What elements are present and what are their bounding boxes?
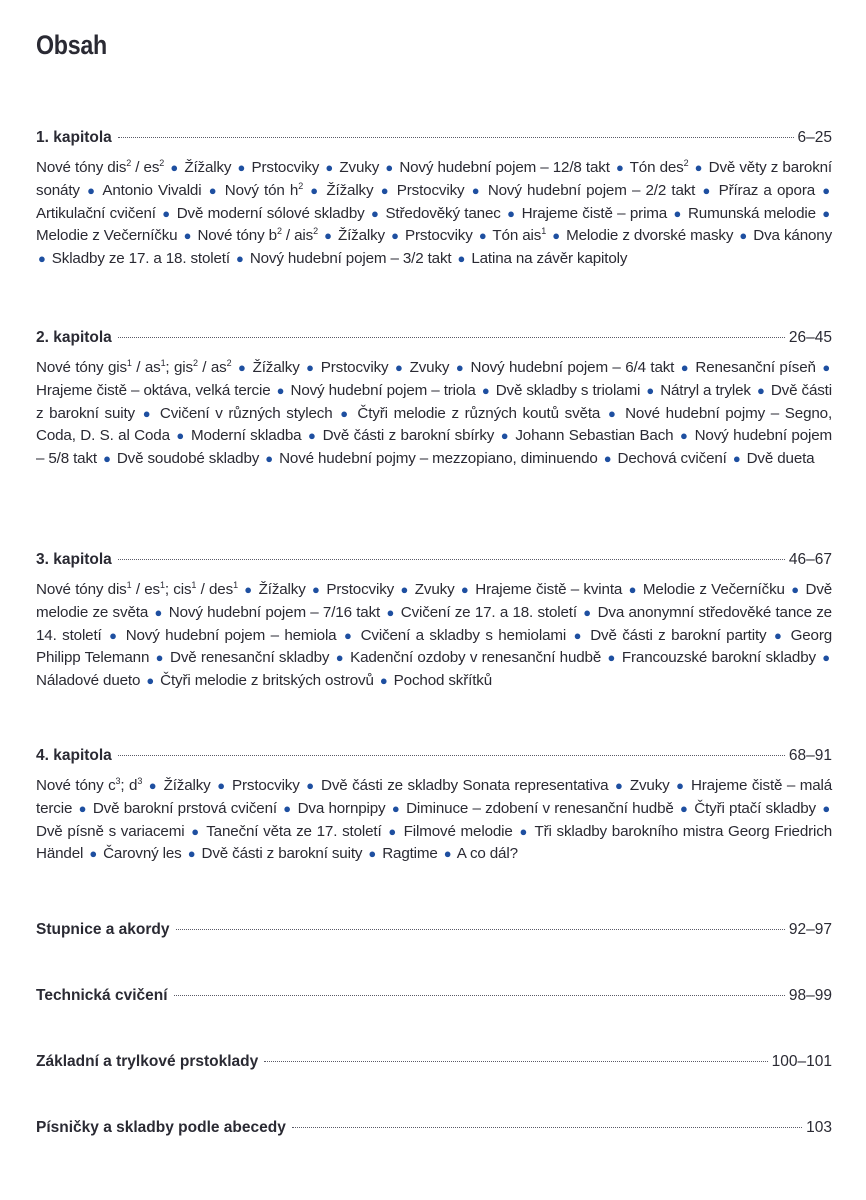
section-label: Technická cvičení <box>36 987 168 1004</box>
topic: Žížalky <box>184 159 232 176</box>
bullet-icon: ● <box>368 846 377 862</box>
bullet-icon: ● <box>603 451 612 467</box>
section-label: Písničky a skladby podle abecedy <box>36 1119 286 1136</box>
chapter-4 <box>36 746 832 866</box>
leader-dots <box>174 995 785 996</box>
page-title: Obsah <box>36 30 107 60</box>
bullet-icon: ● <box>312 582 321 597</box>
bullet-icon: ● <box>306 360 315 375</box>
topic: Melodie z Večerníčku <box>642 581 785 598</box>
bullet-icon: ● <box>680 360 689 375</box>
bullet-icon: ● <box>283 800 292 816</box>
topic: Cvičení ze 17. a 18. století <box>400 603 577 621</box>
bullet-icon: ● <box>183 228 192 244</box>
topic: Žížalky <box>252 359 300 376</box>
topic: Latina na závěr kapitoly <box>471 250 628 268</box>
section-entry-fingerings[interactable] <box>36 1052 832 1072</box>
bullet-icon: ● <box>306 778 315 793</box>
bullet-icon: ● <box>155 650 164 666</box>
topic: Prstocviky <box>251 159 320 176</box>
bullet-icon: ● <box>615 160 624 175</box>
topic: Prstocviky <box>231 777 300 794</box>
bullet-icon: ● <box>460 582 469 597</box>
bullet-icon: ● <box>310 182 320 198</box>
section-entry-song-index[interactable] <box>36 1118 832 1138</box>
toc-entry[interactable] <box>36 550 832 570</box>
topic: Hrajeme čistě – kvinta <box>475 581 623 598</box>
bullet-icon: ● <box>679 428 689 444</box>
chapter-description <box>36 775 832 866</box>
topic: Žížalky <box>163 777 211 794</box>
bullet-icon: ● <box>237 160 246 175</box>
topic: Nový hudební pojem – hemiola <box>125 626 337 644</box>
bullet-icon: ● <box>340 405 350 421</box>
topic: Dvě dueta <box>746 450 815 468</box>
bullet-icon: ● <box>89 846 98 862</box>
bullet-icon: ● <box>154 604 163 620</box>
topic: Kadenční ozdoby v renesanční hudbě <box>350 649 602 667</box>
page-range: 98–99 <box>788 987 832 1004</box>
topic: Nový hudební pojem – 12/8 takt <box>399 159 610 176</box>
toc-entry[interactable] <box>36 746 832 766</box>
bullet-icon: ● <box>583 604 592 620</box>
topic: Dva kánony <box>753 227 833 245</box>
chapter-1 <box>36 128 832 271</box>
topic: Dvě části z barokní suity <box>36 381 832 422</box>
bullet-icon: ● <box>325 160 334 175</box>
bullet-icon: ● <box>507 205 516 221</box>
toc-entry[interactable] <box>36 328 832 348</box>
bullet-icon: ● <box>822 360 831 375</box>
bullet-icon: ● <box>471 182 481 198</box>
topic: Dvě barokní prstová cvičení <box>92 799 277 817</box>
topic: Antonio Vivaldi <box>102 181 202 199</box>
topic: Filmové melodie <box>403 822 513 840</box>
chapter-label: 4. kapitola <box>36 747 112 764</box>
bullet-icon: ● <box>276 382 285 398</box>
bullet-icon: ● <box>646 382 655 398</box>
page-range: 26–45 <box>788 329 832 346</box>
bullet-icon: ● <box>791 582 800 597</box>
topic: Dva hornpipy <box>297 799 386 817</box>
topic: Nové hudební pojmy – Segno, Coda, D. S. al Coda <box>36 404 833 445</box>
leader-dots <box>118 755 785 756</box>
topic: Středověký tanec <box>385 204 501 222</box>
topic: Náladové dueto <box>36 672 141 690</box>
topic: Melodie z dvorské masky <box>566 227 734 245</box>
bullet-icon: ● <box>500 428 509 444</box>
page-range: 92–97 <box>788 921 832 938</box>
topic: Cvičení v různých stylech <box>159 404 333 422</box>
topic: Hrajeme čistě – malá tercie <box>36 777 833 817</box>
bullet-icon: ● <box>187 846 196 862</box>
topic: Prstocviky <box>396 181 465 199</box>
topic: Dvě věty z barokní sonáty <box>36 159 832 199</box>
bullet-icon: ● <box>386 604 395 620</box>
bullet-icon: ● <box>335 650 344 666</box>
topic: Moderní skladba <box>191 427 302 445</box>
topic: Cvičení a skladby s hemiolami <box>360 626 567 644</box>
topic: Zvuky <box>629 777 670 794</box>
section-label: Stupnice a akordy <box>36 921 170 938</box>
topic: Žížalky <box>337 227 385 245</box>
section-label: Základní a trylkové prstoklady <box>36 1053 259 1070</box>
bullet-icon: ● <box>103 451 111 467</box>
leader-dots <box>118 337 785 338</box>
section-entry-scales[interactable] <box>36 920 832 940</box>
page-range: 103 <box>806 1119 832 1136</box>
topic: Francouzské barokní skladby <box>621 649 816 667</box>
topic: Ragtime <box>382 845 438 863</box>
topic: Prstocviky <box>405 227 473 245</box>
bullet-icon: ● <box>822 182 830 198</box>
leader-dots <box>118 137 794 138</box>
bullet-icon: ● <box>694 160 703 175</box>
bullet-icon: ● <box>217 778 226 793</box>
bullet-icon: ● <box>324 228 332 244</box>
topic: Čtyři melodie z britských ostrovů <box>160 672 374 690</box>
bullet-icon: ● <box>244 582 253 597</box>
bullet-icon: ● <box>478 228 487 244</box>
topic: Dvě skladby s triolami <box>495 381 641 399</box>
topic: Dvě moderní sólové skladby <box>176 204 365 222</box>
bullet-icon: ● <box>756 382 765 398</box>
chapter-description <box>36 357 832 471</box>
topic: Artikulační cvičení <box>36 204 156 222</box>
page-range: 46–67 <box>788 551 832 568</box>
chapter-description <box>36 157 832 271</box>
bullet-icon: ● <box>400 582 409 597</box>
bullet-icon: ● <box>142 405 153 421</box>
bullet-icon: ● <box>236 251 244 267</box>
bullet-icon: ● <box>343 627 354 643</box>
topic: Dvě části ze skladby Sonata representativa <box>321 777 609 794</box>
bullet-icon: ● <box>607 405 618 421</box>
bullet-icon: ● <box>680 800 688 816</box>
topic: Nové tóny $b^2 / ais^2$ <box>197 226 318 245</box>
topic: Nový hudební pojem – 3/2 takt <box>249 250 452 268</box>
topic: Dvě melodie ze světa <box>36 581 833 621</box>
chapter-2 <box>36 328 832 471</box>
toc-entry[interactable] <box>36 128 832 148</box>
bullet-icon: ● <box>822 650 830 666</box>
bullet-icon: ● <box>391 800 400 816</box>
topic: Melodie z Večerníčku <box>36 227 178 245</box>
topic: Tři skladby barokního mistra Georg Friedrich Händel <box>36 822 833 863</box>
bullet-icon: ● <box>385 160 394 175</box>
topic: Prstocviky <box>320 359 389 376</box>
topic: Žížalky <box>326 181 374 199</box>
bullet-icon: ● <box>732 451 741 467</box>
topic: Dva anonymní středověké tance ze 14. století <box>36 603 832 644</box>
topic: Dvě renesanční skladby <box>170 649 330 667</box>
bullet-icon: ● <box>109 627 119 643</box>
page-range: 6–25 <box>797 129 832 146</box>
topic: Renesanční píseň <box>695 359 816 376</box>
topic: Dvě písně s variacemi <box>36 822 185 840</box>
bullet-icon: ● <box>38 251 46 267</box>
leader-dots <box>176 929 785 930</box>
bullet-icon: ● <box>146 673 155 689</box>
chapter-description <box>36 579 832 693</box>
chapter-label: 3. kapitola <box>36 551 112 568</box>
topic: Zvuky <box>414 581 455 598</box>
topic: Dechová cvičení <box>617 450 727 468</box>
bullet-icon: ● <box>676 778 685 793</box>
chapter-3 <box>36 550 832 693</box>
topic: Dvě soudobé skladby <box>116 450 260 468</box>
leader-dots <box>264 1061 767 1062</box>
topic: Dvě části z barokní suity <box>201 845 363 863</box>
section-entry-technical[interactable] <box>36 986 832 1006</box>
topic: Nový hudební pojem – 2/2 takt <box>487 181 696 199</box>
topic: Příraz a opora <box>718 181 816 199</box>
topic: Nový tón $h^2$ <box>224 180 304 199</box>
topic: Nové tóny $gis^1 / as^1$; $gis^2 / as^2$ <box>36 358 232 376</box>
bullet-icon: ● <box>552 228 560 244</box>
topic: Johann Sebastian Bach <box>515 427 674 445</box>
topic: Hrajeme čistě – prima <box>521 204 668 222</box>
topic: Tón ais$^1$ <box>492 226 547 245</box>
page-range: 100–101 <box>771 1053 832 1070</box>
topic: Čtyři ptačí skladby <box>694 799 816 817</box>
bullet-icon: ● <box>773 627 784 643</box>
topic: Čtyři melodie z různých koutů světa <box>357 404 601 422</box>
bullet-icon: ● <box>371 205 380 221</box>
bullet-icon: ● <box>379 673 388 689</box>
topic: Zvuky <box>339 159 380 176</box>
topic: Nové hudební pojmy – mezzopiano, diminuendo <box>279 450 598 468</box>
bullet-icon: ● <box>394 360 404 375</box>
bullet-icon: ● <box>739 228 748 244</box>
topic: Prstocviky <box>326 581 395 598</box>
bullet-icon: ● <box>391 228 399 244</box>
bullet-icon: ● <box>237 360 247 375</box>
topic: Dvě části z barokní partity <box>590 626 767 644</box>
bullet-icon: ● <box>388 823 397 839</box>
bullet-icon: ● <box>87 182 96 198</box>
bullet-icon: ● <box>481 382 490 398</box>
topic: A co dál? <box>456 845 518 863</box>
topic: Skladby ze 17. a 18. století <box>51 250 230 268</box>
bullet-icon: ● <box>170 160 179 175</box>
topic: Nové tóny $dis^1 / es^1$; cis$^1$ / des$^1$ <box>36 580 238 598</box>
bullet-icon: ● <box>673 205 682 221</box>
topic: Nový hudební pojem – 5/8 takt <box>36 427 833 468</box>
leader-dots <box>118 559 785 560</box>
bullet-icon: ● <box>455 360 464 375</box>
topic: Žížalky <box>258 581 306 598</box>
bullet-icon: ● <box>208 182 218 198</box>
bullet-icon: ● <box>607 650 616 666</box>
bullet-icon: ● <box>265 451 273 467</box>
bullet-icon: ● <box>628 582 637 597</box>
topic: Tón des$^2$ <box>629 158 689 176</box>
bullet-icon: ● <box>457 251 466 267</box>
bullet-icon: ● <box>573 627 583 643</box>
bullet-icon: ● <box>702 182 712 198</box>
topic: Nové tóny $dis^2 / es^2$ <box>36 158 165 176</box>
topic: Taneční věta ze 17. století <box>206 822 382 840</box>
topic: Nový hudební pojem – 6/4 takt <box>470 359 675 376</box>
bullet-icon: ● <box>191 823 200 839</box>
topic: Zvuky <box>409 359 450 376</box>
bullet-icon: ● <box>78 800 87 816</box>
topic: Nový hudební pojem – 7/16 takt <box>168 603 381 621</box>
topic: Georg Philipp Telemann <box>36 626 833 667</box>
bullet-icon: ● <box>307 428 317 444</box>
topic: Dvě části z barokní sbírky <box>322 427 495 445</box>
bullet-icon: ● <box>176 428 185 444</box>
bullet-icon: ● <box>822 205 830 221</box>
leader-dots <box>292 1127 802 1128</box>
chapter-label: 1. kapitola <box>36 129 112 146</box>
topic: Hrajeme čistě – oktáva, velká tercie <box>36 381 271 399</box>
topic: Rumunská melodie <box>687 204 816 222</box>
bullet-icon: ● <box>822 800 831 816</box>
bullet-icon: ● <box>380 182 390 198</box>
page-range: 68–91 <box>788 747 832 764</box>
bullet-icon: ● <box>148 778 157 793</box>
topic: Nové tóny $c^3$; $d^3$ <box>36 776 143 794</box>
topic: Čarovný les <box>103 845 182 863</box>
topic: Diminuce – zdobení v renesanční hudbě <box>406 799 674 817</box>
topic: Nátryl a trylek <box>660 381 751 399</box>
chapter-label: 2. kapitola <box>36 329 112 346</box>
bullet-icon: ● <box>615 778 624 793</box>
bullet-icon: ● <box>162 205 171 221</box>
topic: Nový hudební pojem – triola <box>290 381 476 399</box>
bullet-icon: ● <box>443 846 452 862</box>
topic: Pochod skřítků <box>393 672 493 690</box>
bullet-icon: ● <box>519 823 528 839</box>
